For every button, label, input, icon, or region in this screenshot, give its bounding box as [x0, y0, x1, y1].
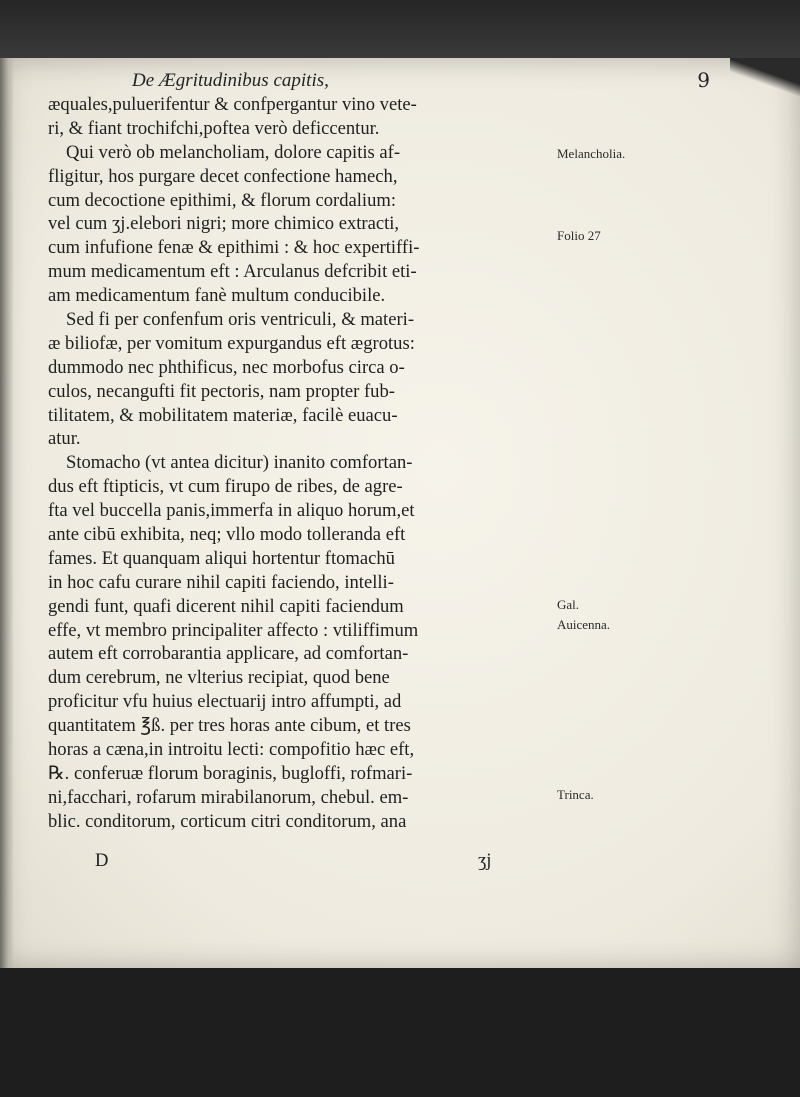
- margin-note-trinca: Trinca.: [557, 787, 594, 802]
- text-line: horas a cæna,in introitu lecti: compofitio hæc eft,: [48, 739, 415, 761]
- text-line: autem eft corrobarantia applicare, ad comfortan-: [48, 643, 409, 665]
- text-line: atur.: [48, 428, 81, 450]
- running-head-title: De Ægritudinibus capitis,: [132, 70, 329, 91]
- body-text: [48, 93, 548, 834]
- text-line: fta vel buccella panis,immerfa in aliquo horum,et: [48, 500, 415, 522]
- text-line: am medicamentum fanè multum conducibile.: [48, 285, 386, 307]
- catchword: ʒj: [478, 850, 492, 871]
- text-line: mum medicamentum eft : Arculanus defcribit eti-: [48, 261, 417, 283]
- text-line: cum decoctione epithimi, & florum cordalium:: [48, 189, 397, 211]
- text-line: tilitatem, & mobilitatem materiæ, facilè euacu-: [48, 404, 398, 426]
- text-line: æquales,puluerifentur & confpergantur vino vete-: [48, 94, 417, 115]
- text-line: ℞. conferuæ florum boraginis, bugloffi, rofmari-: [48, 762, 413, 784]
- page-footer: [40, 850, 560, 876]
- text-line: vel cum ʒj.elebori nigri; more chimico extracti,: [48, 213, 400, 235]
- scan-background-top: [0, 0, 800, 60]
- margin-note-gal: Gal.: [557, 597, 580, 612]
- text-line: effe, vt membro principaliter affecto : vtiliffimum: [48, 619, 419, 641]
- text-line: gendi funt, quafi dicerent nihil capiti faciendum: [48, 595, 404, 617]
- text-line: culos, necangufti fit pectoris, nam propter fub-: [48, 380, 395, 402]
- text-line: in hoc cafu curare nihil capiti faciendo, intelli-: [48, 571, 394, 593]
- text-line: Qui verò ob melancholiam, dolore capitis af-: [66, 141, 401, 163]
- text-line: dus eft ftipticis, vt cum firupo de ribes, de agre-: [48, 476, 403, 498]
- signature-mark: D: [95, 850, 109, 871]
- text-line: ni,facchari, rofarum mirabilanorum, chebul. em-: [48, 786, 409, 808]
- page-number: 9: [697, 68, 710, 92]
- page-binding-edge: [0, 58, 14, 970]
- text-line: ante cibū exhibita, neq; vllo modo tolleranda eft: [48, 524, 406, 546]
- text-line: fames. Et quanquam aliqui hortentur ftomachū: [48, 547, 395, 569]
- margin-note-auicenna: Auicenna.: [557, 617, 611, 632]
- text-line: Stomacho (vt antea dicitur) inanito comfortan-: [66, 452, 413, 474]
- text-line: dummodo nec phthificus, nec morbofus circa o-: [48, 356, 405, 378]
- text-line: æ biliofæ, per vomitum expurgandus eft ægrotus:: [48, 332, 415, 354]
- scan-background-bottom: [0, 968, 800, 1097]
- margin-note-melancholia: Melancholia.: [557, 146, 626, 161]
- text-line: blic. conditorum, corticum citri conditorum, ana: [48, 810, 407, 832]
- folded-corner: [730, 58, 800, 98]
- margin-note-folio: Folio 27: [557, 228, 601, 243]
- text-line: ri, & fiant trochifchi,poftea verò deficcentur.: [48, 117, 380, 139]
- text-line: cum infufione fenæ & epithimi : & hoc expertiffi-: [48, 237, 420, 259]
- text-line: fligitur, hos purgare decet confectione hamech,: [48, 165, 398, 187]
- text-line: Sed fi per confenfum oris ventriculi, & materi-: [66, 309, 415, 331]
- text-line: proficitur vfu huius electuarij intro affumpti, ad: [48, 691, 402, 713]
- text-line: dum cerebrum, ne vlterius recipiat, quod bene: [48, 667, 390, 689]
- text-line: quantitatem ℥ß. per tres horas ante cibum, et tres: [48, 715, 411, 737]
